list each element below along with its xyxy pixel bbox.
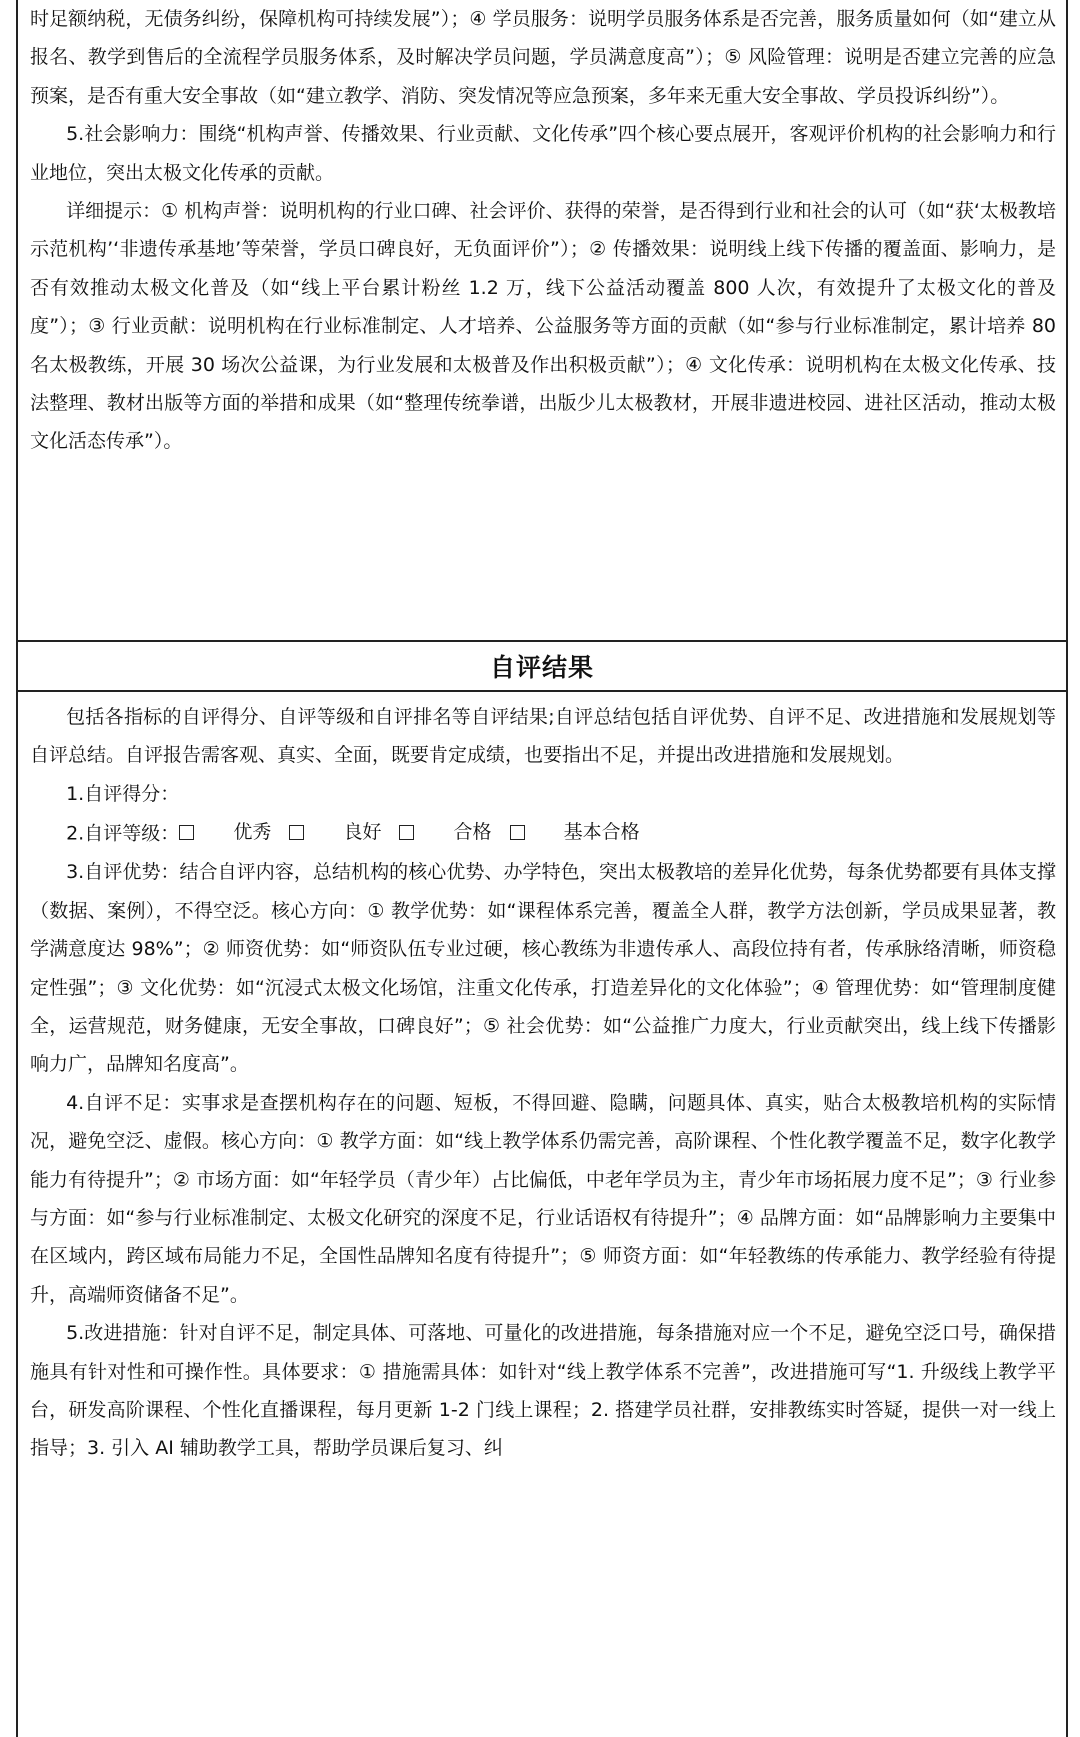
section-title: 自评结果: [18, 640, 1066, 692]
checkbox-icon[interactable]: [289, 825, 304, 840]
checkbox-icon[interactable]: [179, 825, 194, 840]
grade-option-label: 优秀: [233, 821, 272, 844]
checkbox-icon[interactable]: [510, 825, 525, 840]
paragraph-measures: 5.改进措施：针对自评不足，制定具体、可落地、可量化的改进措施，每条措施对应一个不足，避免空泛口号，确保措施具有针对性和可操作性。具体要求：① 措施需具体：如针对“线上教学体系不完善”，改进措施可写“1. 升级线上教学平台，研发高阶课程、个性化直播课程，每月更新 1-2 门线上课程；2. 搭建学员社群，安排教练实时答疑，提供一对一线上指导；3. 引入 AI 辅助教学工具，帮助学员课后复习、纠: [30, 1322, 1056, 1460]
paragraph-shortcomings: 4.自评不足：实事求是查摆机构存在的问题、短板，不得回避、隐瞒，问题具体、真实，贴合太极教培机构的实际情况，避免空泛、虚假。核心方向：① 教学方面：如“线上教学体系仍需完善，高阶课程、个性化教学覆盖不足，数字化教学能力有待提升”；② 市场方面：如“年轻学员（青少年）占比偏低，中老年学员为主，青少年市场拓展力度不足”；③ 行业参与方面：如“参与行业标准制定、太极文化研究的深度不足，行业话语权有待提升”；④ 品牌方面：如“品牌影响力主要集中在区域内，跨区域布局能力不足，全国性品牌知名度有待提升”；⑤ 师资方面：如“年轻教练的传承能力、教学经验有待提升，高端师资储备不足”。: [30, 1091, 1056, 1306]
grade-option-basic[interactable]: [510, 813, 640, 851]
grade-label: 2.自评等级：: [66, 822, 180, 845]
paragraph-social-influence: 5.社会影响力：围绕“机构声誉、传播效果、行业贡献、文化传承”四个核心要点展开，客观评价机构的社会影响力和行业地位，突出太极文化传承的贡献。: [30, 123, 1056, 184]
grade-option-label: 良好: [343, 821, 382, 844]
paragraph-continuation: 时足额纳税，无债务纠纷，保障机构可持续发展”）；④ 学员服务：说明学员服务体系是否完善，服务质量如何（如“建立从报名、教学到售后的全流程学员服务体系，及时解决学员问题，学员满意度高”）；⑤ 风险管理：说明是否建立完善的应急预案，是否有重大安全事故（如“建立教学、消防、突发情况等应急预案，多年来无重大安全事故、学员投诉纠纷”）。: [30, 8, 1056, 107]
top-section: [18, 0, 1066, 640]
grade-option-label: 基本合格: [563, 821, 640, 844]
grade-option-qualified[interactable]: [399, 813, 491, 851]
grade-option-good[interactable]: [289, 813, 381, 851]
result-section: [18, 692, 1066, 1468]
checkbox-icon[interactable]: [399, 825, 414, 840]
paragraph-intro: 包括各指标的自评得分、自评等级和自评排名等自评结果;自评总结包括自评优势、自评不足、改进措施和发展规划等自评总结。自评报告需客观、真实、全面，既要肯定成绩，也要指出不足，并提出改进措施和发展规划。: [30, 706, 1056, 767]
grade-option-label: 合格: [453, 821, 492, 844]
document-table: [16, 0, 1068, 1737]
grade-line: [30, 813, 1056, 853]
paragraph-detailed-tips: 详细提示：① 机构声誉：说明机构的行业口碑、社会评价、获得的荣誉，是否得到行业和社会的认可（如“获‘太极教培示范机构’‘非遗传承基地’等荣誉，学员口碑良好，无负面评价”）；② 传播效果：说明线上线下传播的覆盖面、影响力，是否有效推动太极文化普及（如“线上平台累计粉丝 1.2 万，线下公益活动覆盖 800 人次，有效提升了太极文化的普及度”）；③ 行业贡献：说明机构在行业标准制定、人才培养、公益服务等方面的贡献（如“参与行业标准制定，累计培养 80 名太极教练，开展 30 场次公益课，为行业发展和太极普及作出积极贡献”）；④ 文化传承：说明机构在太极文化传承、技法整理、教材出版等方面的举措和成果（如“整理传统拳谱，出版少儿太极教材，开展非遗进校园、进社区活动，推动太极文化活态传承”）。: [30, 200, 1056, 453]
score-line: [30, 775, 1056, 813]
paragraph-advantages: 3.自评优势：结合自评内容，总结机构的核心优势、办学特色，突出太极教培的差异化优势，每条优势都要有具体支撑（数据、案例），不得空泛。核心方向：① 教学优势：如“课程体系完善，覆盖全人群，教学方法创新，学员成果显著，教学满意度达 98%”；② 师资优势：如“师资队伍专业过硬，核心教练为非遗传承人、高段位持有者，传承脉络清晰，师资稳定性强”；③ 文化优势：如“沉浸式太极文化场馆，注重文化传承，打造差异化的文化体验”；④ 管理优势：如“管理制度健全，运营规范，财务健康，无安全事故，口碑良好”；⑤ 社会优势：如“公益推广力度大，行业贡献突出，线上线下传播影响力广，品牌知名度高”。: [30, 861, 1056, 1076]
score-label: 1.自评得分：: [66, 782, 180, 805]
grade-options: [179, 823, 657, 845]
grade-option-excellent[interactable]: [179, 813, 271, 851]
